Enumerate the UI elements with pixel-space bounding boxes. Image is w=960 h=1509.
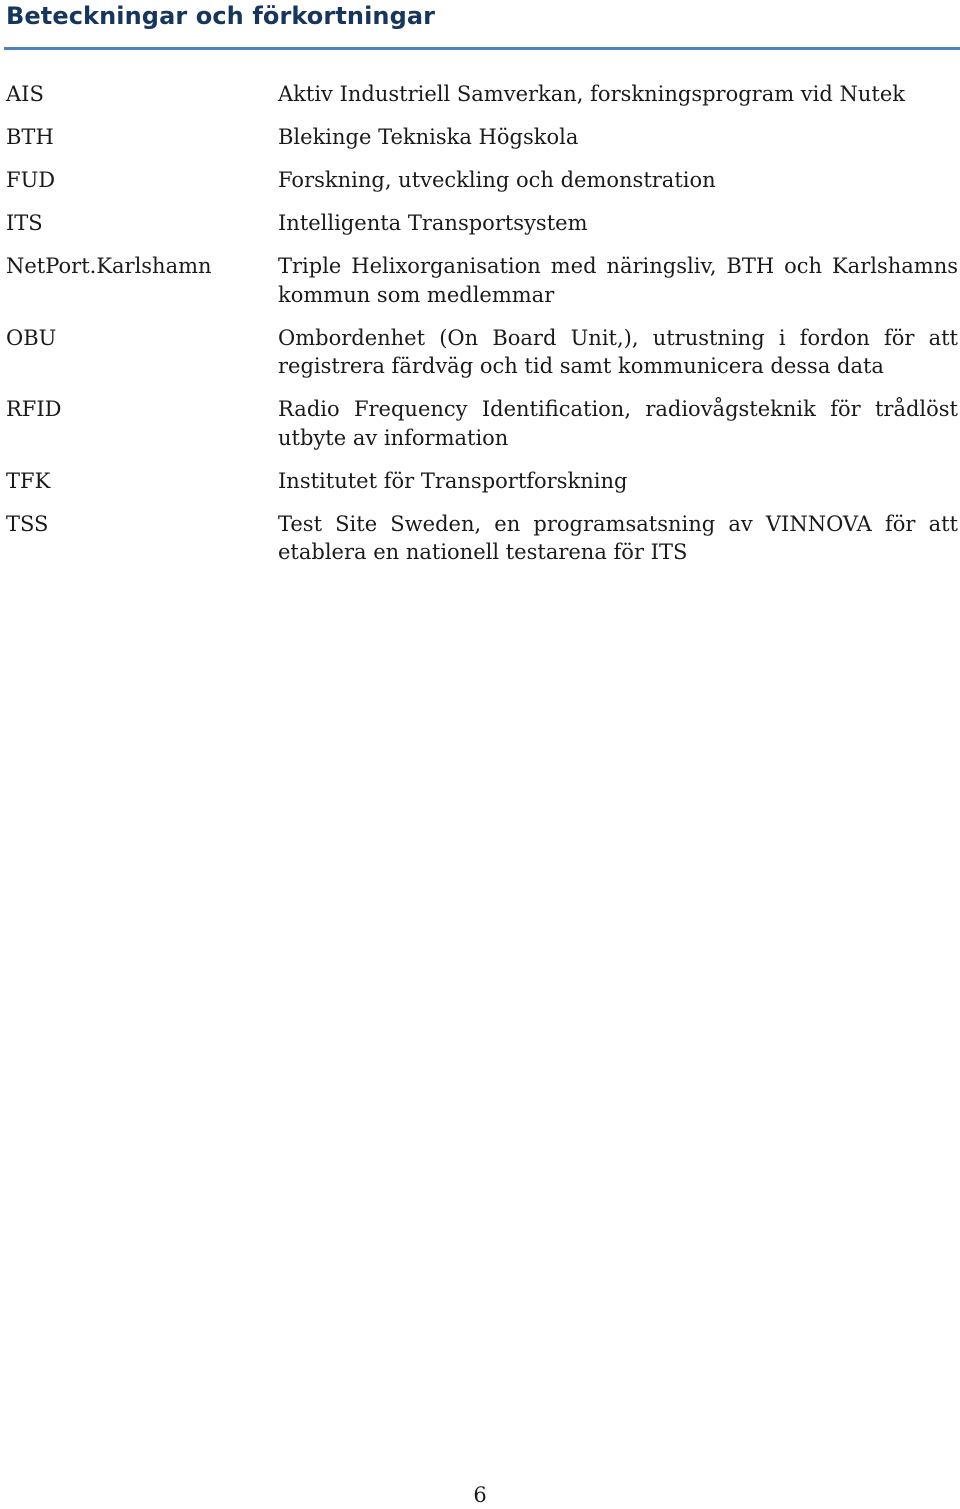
- glossary-term: RFID: [6, 397, 62, 421]
- glossary-term: TFK: [6, 468, 51, 493]
- glossary-definition: Institutet för Transportforskning: [278, 468, 628, 493]
- glossary-entry: [4, 209, 958, 238]
- glossary-definition: Radio Frequency Identification, radiovågsteknik för trådlöst utbyte av information: [278, 397, 958, 450]
- glossary-entry: [4, 510, 958, 567]
- glossary-entry: [4, 252, 958, 309]
- glossary-term: AIS: [6, 82, 44, 106]
- page-number: 6: [473, 1483, 487, 1507]
- glossary-entry: [4, 324, 958, 381]
- glossary-definition: Test Site Sweden, en programsatsning av VINNOVA för att etablera en nationell testarena för ITS: [278, 511, 958, 564]
- glossary-term: FUD: [6, 168, 56, 192]
- glossary-term: NetPort.Karlshamn: [6, 254, 212, 278]
- glossary-definition: Triple Helixorganisation med näringsliv, BTH och Karlshamns kommun som medlemmar: [278, 254, 958, 307]
- glossary-term: BTH: [6, 125, 54, 149]
- glossary-definition: Intelligenta Transportsystem: [278, 211, 588, 235]
- glossary-definition: Ombordenhet (On Board Unit,), utrustning i fordon för att registrera färdväg och tid samt kommunicera dessa data: [278, 325, 958, 378]
- glossary-entry: [4, 123, 958, 152]
- glossary-entry: [4, 467, 958, 496]
- glossary-entry: [4, 166, 958, 195]
- glossary-entry: [4, 395, 958, 452]
- heading-underline: [4, 47, 960, 50]
- glossary-term: ITS: [6, 211, 43, 235]
- glossary-entry: [4, 80, 958, 109]
- glossary-definition: Blekinge Tekniska Högskola: [278, 125, 579, 149]
- page-heading: Beteckningar och förkortningar: [6, 2, 436, 30]
- glossary-term: OBU: [6, 325, 57, 350]
- glossary-definition: Aktiv Industriell Samverkan, forskningsprogram vid Nutek: [278, 82, 905, 106]
- glossary-term: TSS: [6, 511, 49, 536]
- glossary-list: [4, 80, 958, 581]
- glossary-definition: Forskning, utveckling och demonstration: [278, 168, 716, 192]
